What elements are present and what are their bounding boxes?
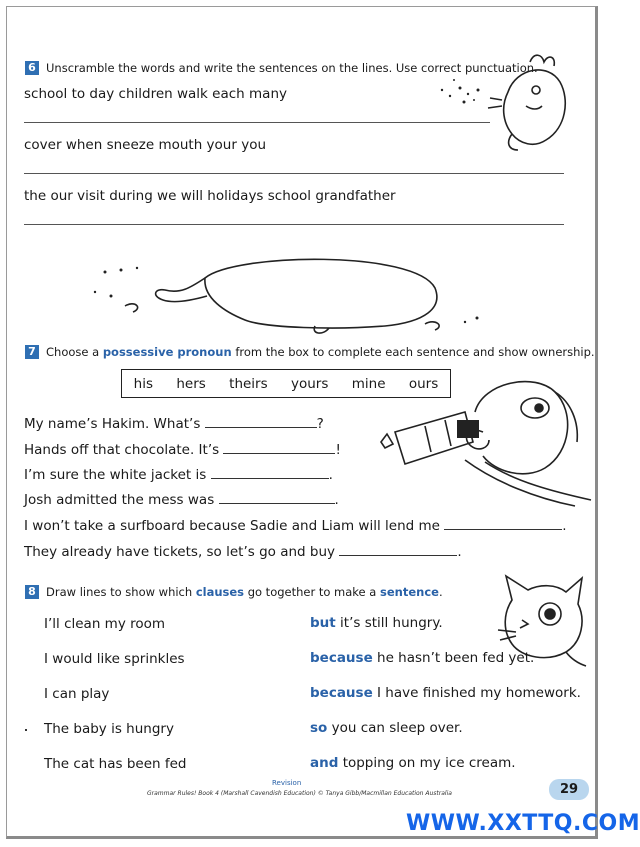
left-clause-5[interactable]: The cat has been fed bbox=[44, 756, 187, 772]
sneezing-fish-illustration bbox=[438, 50, 573, 160]
section-8-number: 8 bbox=[25, 585, 39, 599]
pronoun-sentence-5: I won’t take a surfboard because Sadie and Liam will lend me . bbox=[24, 518, 567, 534]
pronoun-sentence-2: Hands off that chocolate. It’s ! bbox=[24, 442, 341, 458]
pronoun-blank-3[interactable] bbox=[211, 466, 329, 479]
section-8-instruction: Draw lines to show which clauses go together to make a sentence. bbox=[46, 585, 443, 599]
pronoun-sentence-6: They already have tickets, so let’s go and buy . bbox=[24, 544, 462, 560]
pronoun-blank-2[interactable] bbox=[223, 441, 335, 454]
pronoun-sentence-1: My name’s Hakim. What’s ? bbox=[24, 416, 324, 432]
pronoun-sentence-4: Josh admitted the mess was . bbox=[24, 492, 339, 508]
word-mine: mine bbox=[351, 375, 386, 392]
scrambled-sentence-1: school to day children walk each many bbox=[24, 86, 287, 102]
footer-credit: Grammar Rules! Book 4 (Marshall Cavendish Education) © Tanya Gibb/Macmillan Education Australia bbox=[147, 790, 452, 797]
word-his: his bbox=[133, 375, 154, 392]
sentence-term: sentence bbox=[380, 585, 439, 599]
right-clause-2[interactable]: because he hasn’t been fed yet. bbox=[310, 650, 535, 666]
section-6-number: 6 bbox=[25, 61, 39, 75]
pronoun-blank-6[interactable] bbox=[339, 543, 457, 556]
answer-line-2[interactable] bbox=[24, 173, 564, 174]
word-theirs: theirs bbox=[229, 375, 268, 392]
left-clause-3[interactable]: I can play bbox=[44, 686, 110, 702]
left-clause-2[interactable]: I would like sprinkles bbox=[44, 651, 185, 667]
pronoun-blank-5[interactable] bbox=[444, 517, 562, 530]
answer-line-3[interactable] bbox=[24, 224, 564, 225]
word-hers: hers bbox=[176, 375, 206, 392]
right-clause-3[interactable]: because I have finished my homework. bbox=[310, 685, 581, 701]
footer-section-label: Revision bbox=[272, 779, 302, 787]
word-yours: yours bbox=[291, 375, 329, 392]
scrambled-sentence-3: the our visit during we will holidays school grandfather bbox=[24, 188, 396, 204]
word-ours: ours bbox=[408, 375, 439, 392]
clauses-term: clauses bbox=[195, 585, 245, 599]
scrambled-sentence-2: cover when sneeze mouth your you bbox=[24, 137, 267, 153]
possessive-pronoun-term: possessive pronoun bbox=[102, 345, 232, 359]
girl-eating-chocolate-illustration bbox=[365, 372, 595, 507]
stray-dot bbox=[25, 729, 27, 731]
whale-illustration bbox=[85, 248, 495, 338]
section-6-instruction: Unscramble the words and write the sentences on the lines. Use correct punctuation. bbox=[46, 61, 538, 75]
right-clause-1[interactable]: but it’s still hungry. bbox=[310, 615, 443, 631]
right-clause-5[interactable]: and topping on my ice cream. bbox=[310, 755, 516, 771]
pronoun-sentence-3: I’m sure the white jacket is . bbox=[24, 467, 333, 483]
left-clause-4[interactable]: The baby is hungry bbox=[44, 721, 174, 737]
left-clause-1[interactable]: I’ll clean my room bbox=[44, 616, 166, 632]
section-7-number: 7 bbox=[25, 345, 39, 359]
answer-line-1[interactable] bbox=[24, 122, 490, 123]
section-7-instruction: Choose a possessive pronoun from the box to complete each sentence and show ownership. bbox=[46, 345, 595, 359]
pronoun-blank-1[interactable] bbox=[205, 415, 317, 428]
watermark: WWW.XXTTQ.COM bbox=[406, 811, 640, 836]
page-number: 29 bbox=[549, 779, 589, 800]
pronoun-blank-4[interactable] bbox=[219, 491, 335, 504]
right-clause-4[interactable]: so you can sleep over. bbox=[310, 720, 463, 736]
